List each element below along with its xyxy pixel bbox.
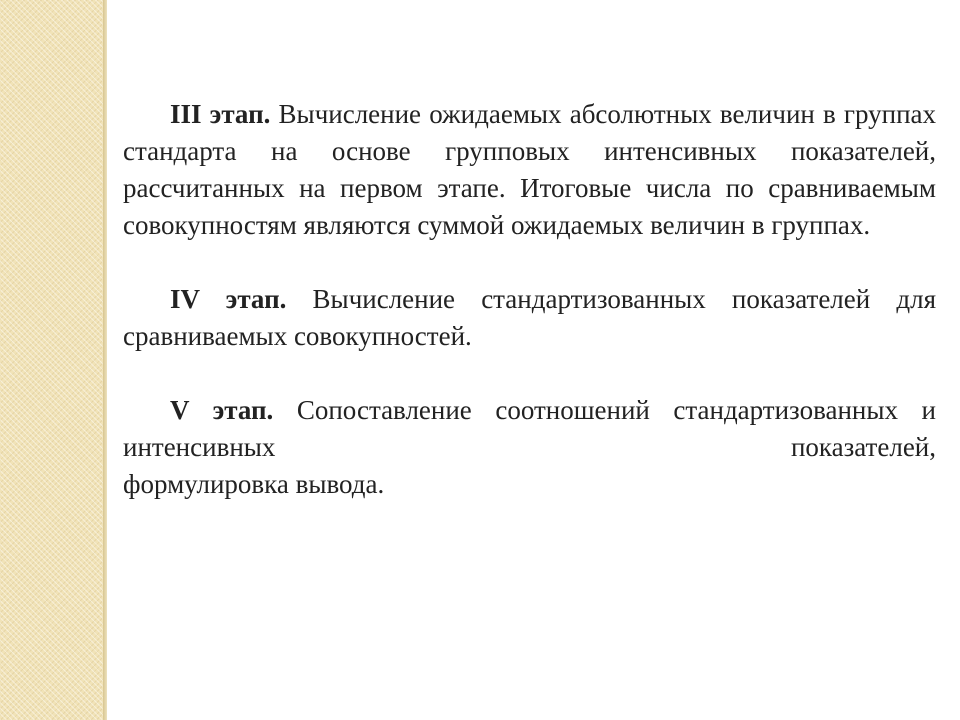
stage-5-text: Сопоставление соотношений стандартизованных и интенсивных показателей, xyxy=(123,395,936,462)
stage-5-tail: формулировка вывода. xyxy=(123,469,385,499)
stage-4-text: Вычисление стандартизованных показателей для сравниваемых совокупностей. xyxy=(123,284,936,351)
paragraph-stage-3 xyxy=(123,96,936,244)
stage-3-label: III этап. xyxy=(170,99,271,129)
stage-4-label: IV этап. xyxy=(170,284,287,314)
side-band-edge xyxy=(103,0,107,720)
decorative-side-band xyxy=(0,0,103,720)
stage-5-label: V этап. xyxy=(170,395,274,425)
stage-3-text: Вычисление ожидаемых абсолютных величин в группах стандарта на основе групповых интенсивных показателей, рассчитанных на первом этапе. Итоговые числа по сравниваемым совокупностям являются суммой ожидаемых величин в группах. xyxy=(123,99,937,240)
paragraph-stage-4 xyxy=(123,281,936,355)
slide-content xyxy=(123,96,936,540)
paragraph-stage-5 xyxy=(123,392,936,503)
